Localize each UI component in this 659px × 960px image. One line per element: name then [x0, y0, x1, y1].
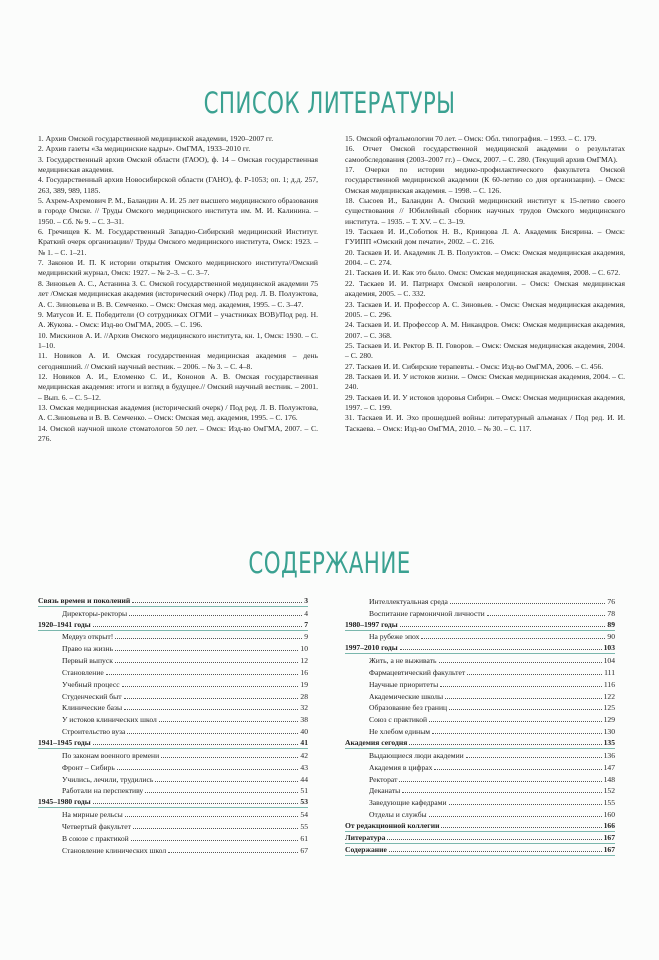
- reference-entry: 11. Новиков А. И. Омская государственная медицинская академия – день сегодняшний. // Омский научный вестник. – 2006. – № 3. – С. 4–8.: [38, 351, 318, 371]
- toc-leader-dots: [129, 614, 302, 616]
- reference-entry: 17. Очерки по истории медико-профилактического факультета Омской государственной медицинской академии (К 60-летию со дня организации). – Омск: Омская медицинская академия. – 1998. – С. 126.: [345, 165, 625, 195]
- toc-entry: [38, 761, 308, 773]
- toc-entry: [38, 642, 308, 654]
- toc-label: Становление клинических школ: [62, 845, 167, 855]
- toc-page-number: 55: [300, 821, 308, 831]
- reference-entry: 24. Таскаев И. И. Профессор А. М. Никандров. Омск: Омская медицинская академия, 2007. – С. 368.: [345, 320, 625, 340]
- toc-leader-dots: [409, 743, 601, 745]
- toc-page-number: 103: [603, 643, 615, 653]
- toc-page-number: 67: [300, 845, 308, 855]
- toc-page-number: 28: [300, 691, 308, 701]
- reference-entry: 5. Ахрем-Ахремович Р. М., Баландин А. И. 25 лет высшего медицинского образования в городе Омске. // Труды Омского медицинского института им. М. И. Калинина. –1950. – Сб. № 9. – С. 3–31.: [38, 196, 318, 226]
- reference-entry: 12. Новиков А. И., Еломенко С. И., Кононов А. В. Омская государственная медицинская академия: итоги и взгляд в будущее.// Омский научный вестник. – 2001. – Вып. 6. – С. 5–12.: [38, 371, 318, 402]
- toc-entry: [345, 785, 615, 797]
- toc-page-number: 136: [603, 750, 615, 760]
- toc-page-number: 147: [603, 762, 615, 772]
- toc-page-number: 76: [607, 596, 615, 606]
- toc-entry: [38, 607, 308, 619]
- toc-entry: [38, 844, 308, 856]
- toc-label: Отделы и службы: [369, 810, 427, 820]
- toc-label: Фронт – Сибирь: [62, 762, 115, 772]
- toc-page-number: 135: [603, 737, 615, 747]
- toc-label: Строительство вуза: [62, 727, 126, 737]
- toc-entry: [345, 702, 615, 714]
- toc-leader-dots: [432, 732, 602, 734]
- toc-label: Четвертый факультет: [62, 821, 131, 831]
- toc-page-number: 148: [603, 774, 615, 784]
- toc-leader-dots: [132, 601, 302, 603]
- toc-page-number: 38: [300, 715, 308, 725]
- toc-label: Научные приоритеты: [369, 679, 439, 689]
- toc-page-number: 61: [300, 833, 308, 843]
- toc-entry: [345, 725, 615, 737]
- toc-entry: [345, 749, 615, 761]
- toc-leader-dots: [93, 625, 303, 627]
- toc-page-number: 54: [300, 810, 308, 820]
- toc-section: [345, 642, 615, 654]
- toc-entry: [345, 713, 615, 725]
- toc-entry: [345, 631, 615, 643]
- toc-label: Союз с практикой: [369, 715, 428, 725]
- toc-label: Не хлебом единым: [369, 727, 431, 737]
- reference-entry: 3. Государственный архив Омской области (ГАОО), ф. 14 – Омская государственная медицинская академия.: [38, 154, 318, 175]
- toc-leader-dots: [429, 815, 602, 817]
- toc-page-number: 42: [300, 750, 308, 760]
- toc-label: Жить, а не выживать: [369, 656, 437, 666]
- reference-entry: 4. Государственный архив Новосибирской области (ГАНО), ф. Р-1053; оп. 1; д.д. 257, 263, 389, 989, 1185.: [38, 175, 318, 195]
- toc-section: [345, 844, 615, 856]
- toc-page-number: 160: [603, 810, 615, 820]
- toc-leader-dots: [93, 743, 299, 745]
- toc-leader-dots: [115, 661, 298, 663]
- toc-section: [345, 737, 615, 749]
- toc-label: Заведующие кафедрами: [369, 798, 447, 808]
- toc-page-number: 41: [300, 737, 308, 747]
- toc-entry: [345, 595, 615, 607]
- toc-leader-dots: [441, 826, 601, 828]
- toc-page-number: 4: [304, 608, 308, 618]
- toc-leader-dots: [434, 768, 601, 770]
- toc-label: Литература: [345, 832, 386, 842]
- toc-section: [345, 832, 615, 844]
- toc-leader-dots: [125, 815, 299, 817]
- toc-label: Право на жизнь: [62, 644, 114, 654]
- toc-entry: [38, 654, 308, 666]
- toc-label: Учились, лечили, трудились: [62, 774, 154, 784]
- toc-label: По законам военного времени: [62, 750, 160, 760]
- toc-page-number: 167: [603, 832, 615, 842]
- toc-page-number: 53: [300, 797, 308, 807]
- toc-label: 1941–1945 годы: [38, 737, 91, 747]
- contents-heading: СОДЕРЖАНИЕ: [248, 546, 411, 580]
- toc-entry: [38, 808, 308, 820]
- toc-leader-dots: [131, 839, 299, 841]
- reference-entry: 15. Омской офтальмологии 70 лет. – Омск: Обл. типография. – 1993. – С. 179.: [345, 134, 597, 143]
- toc-section: [38, 737, 308, 749]
- reference-entry: 2. Архив газеты «За медицинские кадры». ОмГМА, 1933–2010 гг.: [38, 144, 251, 154]
- toc-leader-dots: [467, 673, 602, 675]
- toc-entry: [38, 773, 308, 785]
- toc-leader-dots: [155, 780, 298, 782]
- toc-page-number: 167: [603, 844, 615, 854]
- toc-label: 1945–1980 годы: [38, 797, 91, 807]
- toc-entry: [345, 678, 615, 690]
- toc-entry: [38, 678, 308, 690]
- toc-label: 1997–2010 годы: [345, 643, 398, 653]
- toc-label: 1920–1941 годы: [38, 619, 91, 629]
- toc-page-number: 43: [300, 762, 308, 772]
- toc-page-number: 90: [607, 632, 615, 642]
- toc-label: Учебный процесс: [62, 679, 120, 689]
- toc-label: Образование без границ: [369, 703, 448, 713]
- reference-entry: 23. Таскаев И. И. Профессор А. С. Зиновьев. - Омск: Омская медицинская академия, 2005. – С. 296.: [345, 299, 625, 319]
- toc-leader-dots: [402, 791, 601, 793]
- toc-page-number: 12: [300, 656, 308, 666]
- toc-entry: [345, 796, 615, 808]
- toc-label: Клинические базы: [62, 703, 123, 713]
- toc-page-number: 111: [604, 667, 615, 677]
- toc-leader-dots: [117, 768, 299, 770]
- toc-section: [345, 820, 615, 832]
- toc-page-number: 155: [603, 798, 615, 808]
- toc-entry: [38, 749, 308, 761]
- toc-entry: [38, 631, 308, 643]
- toc-leader-dots: [389, 850, 602, 852]
- toc-leader-dots: [106, 673, 299, 675]
- toc-leader-dots: [399, 780, 601, 782]
- toc-page-number: 40: [300, 727, 308, 737]
- toc-page-number: 9: [304, 632, 308, 642]
- toc-page-number: 19: [300, 679, 308, 689]
- toc-entry: [38, 713, 308, 725]
- toc-leader-dots: [168, 851, 298, 853]
- toc-leader-dots: [439, 661, 602, 663]
- reference-entry: 31. Таскаев И. И. Эхо прошедшей войны: литературный альманах / Под ред. И. И. Таскаева. – Омск: Изд-во ОмГМА, 2010. – № 30. – С. 117.: [345, 413, 625, 433]
- toc-label: Связь времен и поколений: [38, 595, 131, 605]
- toc-section: [38, 796, 308, 808]
- toc-section: [38, 595, 308, 607]
- toc-entry: [38, 785, 308, 797]
- toc-page-number: 125: [603, 703, 615, 713]
- toc-label: У истоков клинических школ: [62, 715, 157, 725]
- toc-leader-dots: [429, 720, 602, 722]
- toc-leader-dots: [445, 697, 602, 699]
- toc-label: Деканаты: [369, 786, 401, 796]
- toc-leader-dots: [487, 614, 606, 616]
- toc-page-number: 166: [603, 820, 615, 830]
- reference-entry: 7. Законов И. П. К истории открытия Омского медицинского института//Омский медицинский журнал, Омск: 1927. – № 2–3. – С. 3–7.: [38, 258, 318, 278]
- reference-entry: 27. Таскаев И. И. Сибирские терапевты. - Омск: Изд-во ОмГМА, 2006. – С. 456.: [345, 361, 604, 371]
- contents-left-column: [38, 595, 308, 856]
- references-right-column: [345, 134, 625, 434]
- toc-leader-dots: [115, 637, 302, 639]
- toc-leader-dots: [115, 649, 298, 651]
- reference-entry: 9. Матусов И. Е. Победители (О сотрудниках ОГМИ – участниках ВОВ)/Под ред. Н. А. Жукова. - Омск: Изд-во ОмГМА, 2005. – С. 196.: [38, 309, 318, 330]
- toc-page-number: 10: [300, 644, 308, 654]
- toc-page-number: 32: [300, 703, 308, 713]
- toc-entry: [345, 654, 615, 666]
- toc-entry: [345, 607, 615, 619]
- toc-label: Медвуз открыт!: [62, 632, 114, 642]
- toc-page-number: 116: [603, 679, 615, 689]
- toc-label: Студенческий быт: [62, 691, 122, 701]
- toc-page-number: 130: [603, 727, 615, 737]
- toc-leader-dots: [145, 791, 298, 793]
- toc-label: Директоры-ректоры: [62, 608, 128, 618]
- toc-label: Интеллектуальная среда: [369, 596, 448, 606]
- toc-leader-dots: [449, 803, 602, 805]
- toc-label: Академические школы: [369, 691, 444, 701]
- toc-page-number: 129: [603, 715, 615, 725]
- toc-entry: [345, 773, 615, 785]
- toc-page-number: 3: [304, 595, 308, 605]
- toc-leader-dots: [127, 732, 298, 734]
- reference-entry: 18. Сысоев И., Баландин А. Омский медицинский институт к 15-летию своего существования // Юбилейный сборник научных трудов Омского медицинского института. – 1935. – Т. XV. – С. 3–19.: [345, 196, 625, 226]
- toc-label: Фармацевтический факультет: [369, 667, 466, 677]
- toc-page-number: 7: [304, 619, 308, 629]
- toc-page-number: 78: [607, 608, 615, 618]
- reference-entry: 6. Гречищев К. М. Государственный Западно-Сибирский медицинский Институт. Краткий очерк организации// Труды Омского медицинского института, Омск: 1923. – № 1. – С. 1–21.: [38, 227, 318, 257]
- toc-leader-dots: [124, 708, 298, 710]
- toc-leader-dots: [122, 685, 299, 687]
- toc-label: На рубеже эпох: [369, 632, 420, 642]
- reference-entry: 19. Таскаев И. И.,Соботюк Н. В., Кривцова Л. А. Академик Бисярина. – Омск: ГУИПП «Омский дом печати», 2002. – С. 216.: [345, 227, 625, 247]
- toc-entry: [38, 820, 308, 832]
- reference-entry: 16. Отчет Омской государственной медицинской академии о результатах самообследования (2003–2007 гг.) – Омск, 2007. – С. 280. (Текущий архив ОмГМА).: [345, 144, 625, 164]
- toc-leader-dots: [449, 708, 601, 710]
- reference-entry: 28. Таскаев И. И. У истоков жизни. – Омск: Омская медицинская академия, 2004. – С. 240.: [345, 371, 625, 392]
- toc-section: [345, 619, 615, 631]
- toc-leader-dots: [93, 802, 299, 804]
- toc-leader-dots: [440, 685, 602, 687]
- toc-page-number: 44: [300, 774, 308, 784]
- reference-entry: 13. Омская медицинская академия (исторический очерк) / Под ред. Л. В. Полуэктова, А. С.Зиновьева и В. В. Семченко. – Омск: Омская мед. академия, 1995. – С. 176.: [38, 402, 318, 423]
- toc-page-number: 104: [603, 656, 615, 666]
- toc-leader-dots: [400, 648, 602, 650]
- toc-leader-dots: [450, 602, 606, 604]
- toc-entry: [38, 832, 308, 844]
- toc-entry: [345, 666, 615, 678]
- toc-entry: [38, 725, 308, 737]
- toc-entry: [38, 702, 308, 714]
- toc-label: Академия в цифрах: [369, 762, 433, 772]
- toc-entry: [38, 666, 308, 678]
- toc-entry: [345, 808, 615, 820]
- toc-label: Академия сегодня: [345, 737, 408, 747]
- references-left-column: [38, 134, 318, 444]
- toc-label: В союзе с практикой: [62, 833, 129, 843]
- toc-label: Содержание: [345, 844, 387, 854]
- toc-label: Выдающиеся люди академии: [369, 750, 464, 760]
- toc-label: Становление: [62, 667, 104, 677]
- toc-page-number: 16: [300, 667, 308, 677]
- toc-label: Работали на перспективу: [62, 786, 144, 796]
- toc-leader-dots: [400, 625, 606, 627]
- references-heading: СПИСОК ЛИТЕРАТУРЫ: [203, 86, 456, 120]
- toc-leader-dots: [159, 720, 299, 722]
- toc-entry: [345, 690, 615, 702]
- toc-leader-dots: [466, 756, 602, 758]
- toc-label: На мирные рельсы: [62, 810, 123, 820]
- toc-leader-dots: [124, 697, 299, 699]
- toc-section: [38, 619, 308, 631]
- toc-page-number: 51: [300, 786, 308, 796]
- toc-label: 1980–1997 годы: [345, 619, 398, 629]
- toc-entry: [38, 690, 308, 702]
- toc-leader-dots: [421, 637, 605, 639]
- toc-entry: [345, 761, 615, 773]
- toc-label: От редакционной коллегии: [345, 820, 440, 830]
- toc-page-number: 152: [603, 786, 615, 796]
- toc-page-number: 89: [607, 619, 615, 629]
- contents-right-column: [345, 595, 615, 856]
- toc-leader-dots: [387, 838, 601, 840]
- reference-entry: 10. Мискинов А. И. //Архив Омского медицинского института, кн. 1, Омск: 1930. – С. 1–10.: [38, 330, 318, 350]
- reference-entry: 8. Зиновьев А. С., Астанина З. С. Омской государственной медицинской академии 75 лет /Омская медицинская академия (исторический очерк) /Под ред. Л. В. Полуэктова, А. С. Зиновьева и В. В. Семченко. – Омск: Омская мед. академия, 1995. – С. 3–47.: [38, 278, 318, 309]
- reference-entry: 14. Омской научной школе стоматологов 50 лет. – Омск: Изд-во ОмГМА, 2007. – С. 276.: [38, 423, 318, 443]
- toc-page-number: 122: [603, 691, 615, 701]
- toc-leader-dots: [133, 827, 298, 829]
- reference-entry: 21. Таскаев И. И. Как это было. Омск: Омская медицинская академия, 2008. – С. 672.: [345, 268, 621, 278]
- toc-label: Ректорат: [369, 774, 398, 784]
- toc-leader-dots: [161, 756, 298, 758]
- reference-entry: 20. Таскаев И. И. Академик Л. В. Полуэктов. – Омск: Омская медицинская академия, 2004. – С. 274.: [345, 247, 625, 268]
- reference-entry: 1. Архив Омской государственной медицинской академии, 1920–2007 гг.: [38, 134, 274, 143]
- toc-label: Первый выпуск: [62, 656, 113, 666]
- reference-entry: 29. Таскаев И. И. У истоков здоровья Сибири. – Омск: Омская медицинская академия, 1997. – С. 199.: [345, 392, 625, 412]
- reference-entry: 22. Таскаев И. И. Патриарх Омской неврологии. – Омск: Омская медицинская академия, 2005. – С. 332.: [345, 278, 625, 299]
- reference-entry: 25. Таскаев И. И. Ректор В. П. Говоров. – Омск: Омская медицинская академия, 2004. – С. 280.: [345, 340, 625, 361]
- toc-label: Воспитание гармоничной личности: [369, 608, 485, 618]
